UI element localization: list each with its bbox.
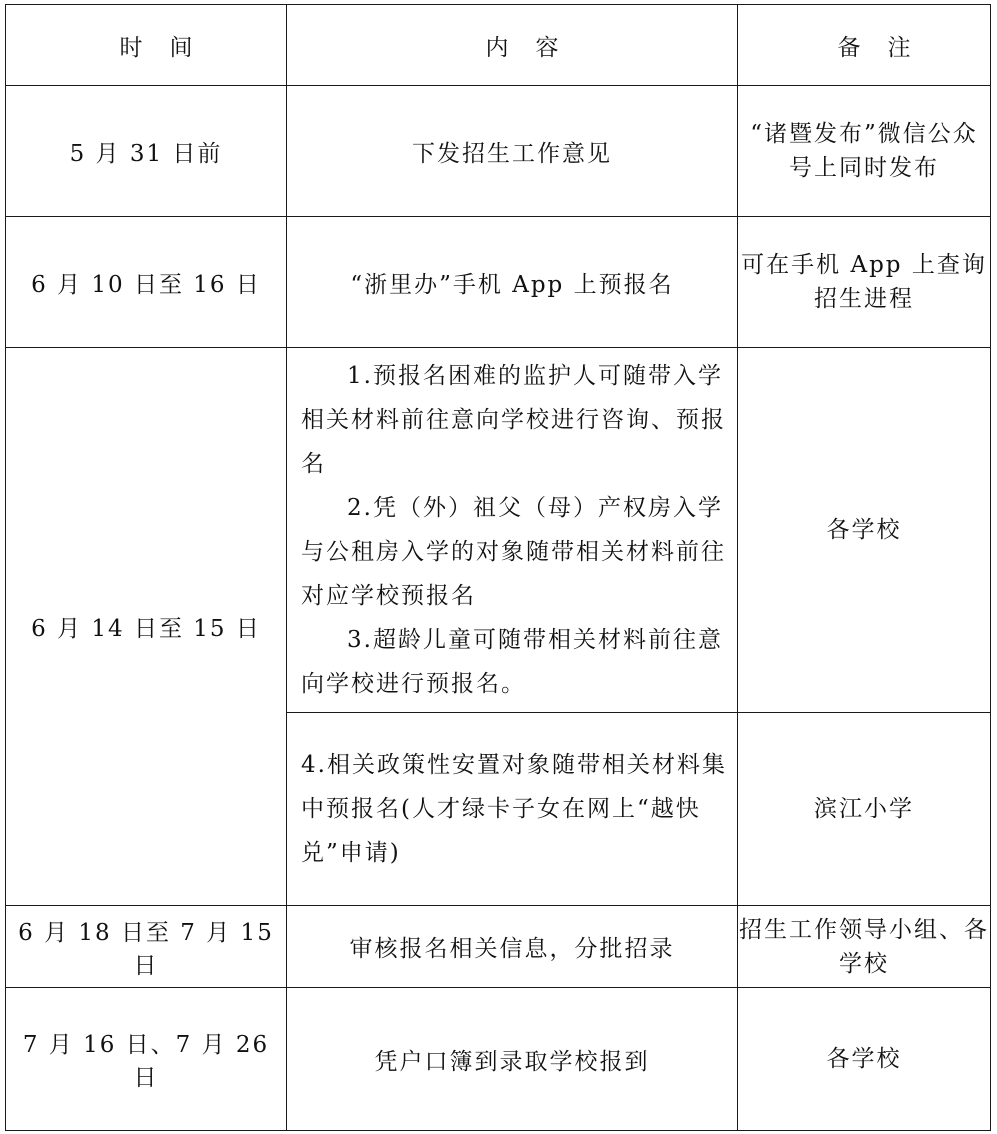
content-item-3: 3.超龄儿童可随带相关材料前往意向学校进行预报名。 <box>301 627 723 697</box>
table-row <box>6 988 991 1131</box>
time-cell: 5 月 31 日前 <box>6 86 287 217</box>
note-cell: 各学校 <box>738 988 991 1131</box>
note-cell: “诸暨发布”微信公众号上同时发布 <box>738 86 991 217</box>
header-note: 备 注 <box>738 5 991 86</box>
content-item-1: 1.预报名困难的监护人可随带入学相关材料前往意向学校进行咨询、预报名 <box>301 363 726 477</box>
note-cell: 滨江小学 <box>738 713 991 906</box>
content-cell: 凭户口簿到录取学校报到 <box>287 988 738 1131</box>
table-row <box>6 348 991 713</box>
time-cell: 6 月 10 日至 16 日 <box>6 217 287 348</box>
content-cell <box>287 348 738 713</box>
content-item-2: 2.凭（外）祖父（母）产权房入学与公租房入学的对象随带相关材料前往对应学校预报名 <box>301 495 726 609</box>
table-row <box>6 86 991 217</box>
content-cell: 下发招生工作意见 <box>287 86 738 217</box>
time-cell: 7 月 16 日、7 月 26 日 <box>6 988 287 1131</box>
note-cell: 招生工作领导小组、各学校 <box>738 906 991 988</box>
time-cell: 6 月 14 日至 15 日 <box>6 348 287 906</box>
table-row <box>6 217 991 348</box>
note-cell: 可在手机 App 上查询招生进程 <box>738 217 991 348</box>
content-cell: “浙里办”手机 App 上预报名 <box>287 217 738 348</box>
content-cell: 4.相关政策性安置对象随带相关材料集中预报名(人才绿卡子女在网上“越快兑”申请) <box>287 713 738 906</box>
table-row <box>6 906 991 988</box>
content-cell: 审核报名相关信息，分批招录 <box>287 906 738 988</box>
note-cell: 各学校 <box>738 348 991 713</box>
table-header-row <box>6 5 991 86</box>
header-content: 内 容 <box>287 5 738 86</box>
enrollment-schedule-table <box>5 4 991 1131</box>
header-time: 时 间 <box>6 5 287 86</box>
time-cell: 6 月 18 日至 7 月 15 日 <box>6 906 287 988</box>
